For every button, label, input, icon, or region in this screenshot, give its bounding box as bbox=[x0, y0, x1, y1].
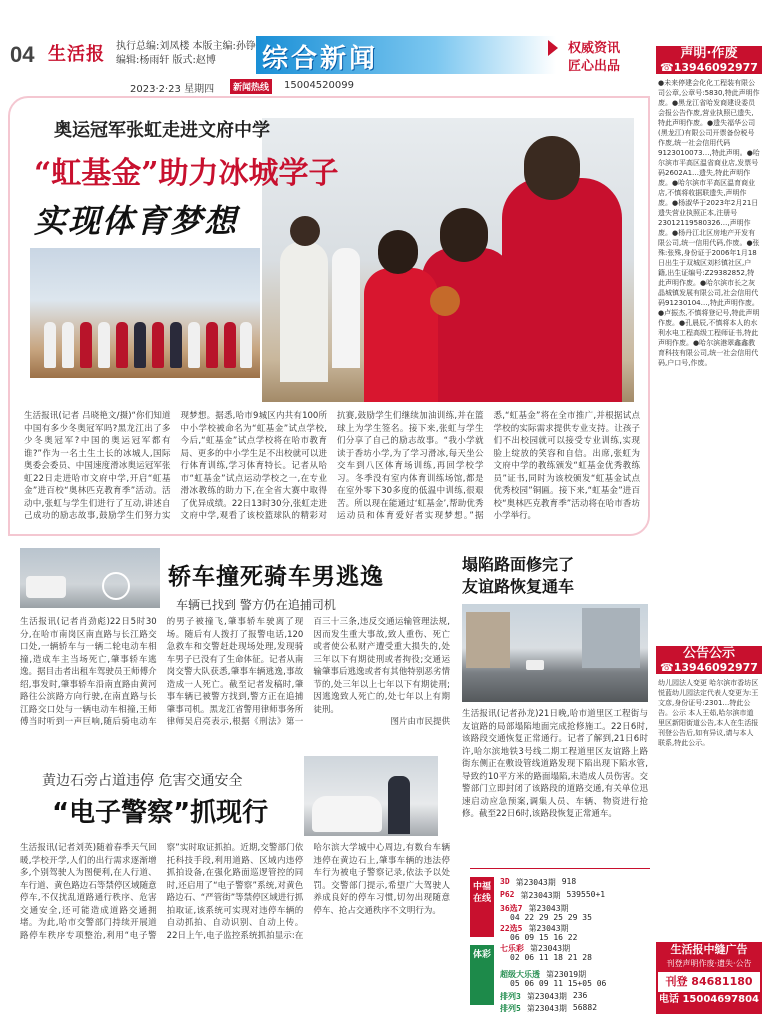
spectator-head bbox=[290, 216, 320, 246]
main-content bbox=[8, 96, 650, 1014]
camera-body: 生活报讯(记者刘英)随着春季天气回暖,学校开学,人们的出行需求逐渐增多,个别驾驶人为图便利,在人行道、车行道、黄色路边石等禁停区域随意停车,不仅扰乱道路通行秩序、危害交通安全,还可能造成道路交通拥堵。为此,哈市交警部门持续开展道路停车秩序专项整治,利用“电子警察”实时取证抓拍。近期,交警部门依托科技手段,利用道路、区域内违停抓拍设备,在强化路面巡逻管控的同时,还启用了“电子警察”系统,对黄色路边石、“严管街”等禁停区域进行抓拍取证,该系统可实现对违停车辆的自动抓拍、自动识别、自动上传。22日上午,电子监控系统抓拍显示:在哈尔滨大学城中心周边,有数台车辆违停在黄边石上,肇事车辆的违法停车行为被电子警察记录,依法予以处罚。交警部门提示,希望广大驾驶人养成良好的停车习惯,切勿出现随意停车、抢占交通秩序不文明行为。 bbox=[20, 843, 450, 941]
ad-subtitle: 刊登声明作废·遗失·公告 bbox=[666, 959, 752, 968]
section-title: 综合新闻 bbox=[262, 44, 379, 74]
athlete-figure bbox=[502, 178, 622, 402]
camera-photo bbox=[304, 756, 438, 836]
lottery-issue: 第23043期 bbox=[526, 992, 567, 1001]
lottery-numbers: 05 06 09 11 15+05 06 bbox=[510, 979, 607, 988]
lottery-numbers: 918 bbox=[561, 877, 577, 886]
player-figure bbox=[332, 248, 360, 368]
lottery-issue: 第23043期 bbox=[520, 891, 561, 900]
road-photo bbox=[462, 604, 648, 702]
announcements-header bbox=[656, 646, 762, 674]
vehicle-shape bbox=[26, 576, 66, 598]
lottery-row bbox=[500, 890, 605, 901]
crash-body-text: 生活报讯(记者肖劲彪)22日5时30分,在哈市南岗区南直路与长江路交口处,一辆轿车与一辆二轮电动车相撞,造成车主当场死亡,肇事轿车逃逸。据目击者出租车驾驶员王师傅介绍,事发时,肇事轿车沿南直路由黄河路往公滨路方向行驶,在南直路与长江路交口处与一辆电动车相撞,王师傅当时听到一声巨响,随后骑电动车的男子被撞飞,肇事轿车驶离了现场。随后有人拨打了报警电话,120急救车和交警赶赴现场处理,发现骑车男子已没有了生命体征。记者从南岗交警大队获悉,肇事车辆逃逸,事故造成一人死亡。截至记者发稿时,肇事车辆已被警方找到,警方正在追捕肇事司机。黑龙江省警用律师事务所律师吴启亮表示,根据《刑法》第一百三十三条,违反交通运输管理法规,因而发生重大事故,致人重伤、死亡或者使公私财产遭受重大损失的,处三年以下有期徒刑或者拘役;交通运输肇事后逃逸或者有其他特别恶劣情节的,处三年以上七年以下有期徒刑;因逃逸致人死亡的,处七年以上有期徒刑。 bbox=[20, 617, 450, 727]
crash-body bbox=[20, 616, 450, 746]
lottery-results bbox=[470, 868, 650, 1018]
champion-figure bbox=[364, 268, 438, 402]
lead-title: “虹基金”助力冰城学子 bbox=[34, 156, 339, 191]
lottery-numbers: 539550+1 bbox=[566, 890, 606, 899]
lottery-name: 排列5 bbox=[500, 1004, 521, 1013]
notices-header bbox=[656, 46, 762, 74]
lottery-name: P62 bbox=[500, 890, 515, 899]
road-story bbox=[458, 548, 650, 848]
lottery-name: 22选5 bbox=[500, 924, 523, 933]
road-title bbox=[462, 554, 574, 598]
welfare-lottery-badge: 中福在线 bbox=[470, 877, 494, 937]
issue-date: 2023·2·23 星期四 bbox=[130, 84, 215, 95]
arrow-icon bbox=[548, 40, 558, 56]
lottery-issue: 第23043期 bbox=[515, 878, 556, 887]
lead-story bbox=[8, 96, 650, 536]
hotline-number: 15004520099 bbox=[284, 80, 354, 91]
player-figure bbox=[152, 322, 164, 368]
lottery-name: 排列3 bbox=[500, 992, 521, 1001]
paper-logo: 生活报 bbox=[48, 44, 105, 65]
player-figure bbox=[116, 322, 128, 368]
announcements-title: 公告公示 bbox=[682, 646, 735, 661]
car-shape bbox=[312, 796, 382, 832]
lottery-issue: 第23043期 bbox=[530, 944, 571, 953]
crash-subtitle: 车辆已找到 警方仍在追捕司机 bbox=[176, 598, 336, 612]
lead-photo-team bbox=[30, 248, 260, 378]
lottery-issue: 第23043期 bbox=[526, 1004, 567, 1013]
athlete-head bbox=[524, 136, 580, 200]
ad-phone-1: 刊登 84681180 bbox=[658, 972, 760, 992]
crash-story bbox=[8, 548, 452, 748]
ad-title: 生活报中缝广告 bbox=[670, 943, 748, 956]
player-figure bbox=[80, 322, 92, 368]
officer-figure bbox=[388, 776, 410, 834]
announcements-phone: ☎13946092977 bbox=[660, 661, 758, 674]
lottery-issue: 第23043期 bbox=[528, 924, 569, 933]
lottery-numbers: 236 bbox=[572, 991, 588, 1000]
lottery-row bbox=[510, 979, 606, 988]
player-figure bbox=[206, 322, 218, 368]
crash-photo bbox=[20, 548, 160, 608]
hotline-label: 新闻热线 bbox=[230, 79, 272, 94]
road-title-line1: 塌陷路面修完了 bbox=[462, 555, 575, 574]
camera-pre-title: 黄边石旁占道违停 危害交通安全 bbox=[42, 773, 243, 789]
lead-subtitle: 实现体育梦想 bbox=[34, 202, 239, 240]
player-figure bbox=[224, 322, 236, 368]
editor-credits bbox=[116, 40, 256, 68]
spectator-figure bbox=[280, 242, 328, 382]
road-title-line2: 友谊路恢复通车 bbox=[462, 577, 575, 596]
lottery-row bbox=[500, 991, 587, 1002]
lottery-issue: 第23043期 bbox=[528, 904, 569, 913]
lottery-name: 超级大乐透 bbox=[500, 970, 540, 979]
player-figure bbox=[170, 322, 182, 368]
player-figure bbox=[240, 322, 252, 368]
page-header bbox=[0, 0, 768, 95]
classifieds-column bbox=[656, 0, 762, 1018]
editor-credits-line2: 编辑:杨雨轩 版式:赵博 bbox=[116, 55, 216, 66]
lottery-row bbox=[500, 1003, 597, 1014]
player-figure bbox=[62, 322, 74, 368]
lottery-row bbox=[510, 913, 592, 922]
slogan-line2: 匠心出品 bbox=[568, 59, 621, 74]
lottery-name: 3D bbox=[500, 877, 510, 886]
notices-phone: ☎13946092977 bbox=[660, 61, 758, 74]
player-figure bbox=[98, 322, 110, 368]
crash-title: 轿车撞死骑车男逃逸 bbox=[168, 564, 384, 590]
lottery-row bbox=[510, 933, 577, 942]
lottery-row bbox=[510, 953, 592, 962]
page-number: 04 bbox=[10, 42, 35, 67]
player-figure bbox=[44, 322, 56, 368]
void-notices: ●未来停建会化化工程装有限公司公章,公章号:5830,特此声明作废。●黑龙江省哈发商建设委员会报公告作废,营业执照已遗失,特此声明作废。●遗失福华公司(黑龙江)有限公司开票备份税号作废,统一社会信用代码9123010073…,特此声明。●哈尔滨市平高区温省商业店,发票号码2602A1…遗失,特此声明作废。●哈尔滨市平高区温育商业店,不慎将收据联遗失,声明作废。●杨淑华于2023年2月21日遗失营业执照正本,注册号23012119580326…,声明作废。●杨丹江北区房地产开发有限公司,统一信用代码,作废。●张殊:张殊,身份证于2006年1月18日出生于双城区刘杉镇社区,户籍,出生证编号:Z29382852,特此声明作废。●哈尔滨市长之灰晶城镇发展有限公司,社会信用代码91230104…,特此声明作废。●卢振杰,不慎将登记号,特此声明作废。●孔晨辰,不慎将本人的水利水电工程高级工程师证书,特此声明作废。●哈尔滨港翠鑫鑫教育科技有限公司,统一社会信用代码,户口号,作废。 bbox=[658, 79, 760, 367]
camera-title: “电子警察”抓现行 bbox=[52, 798, 269, 828]
highlight-circle bbox=[102, 572, 130, 600]
building-shape bbox=[582, 608, 640, 668]
lottery-issue: 第23019期 bbox=[546, 970, 587, 979]
sports-lottery-badge: 体彩 bbox=[470, 945, 494, 1005]
basketball bbox=[430, 286, 460, 316]
lottery-row bbox=[500, 877, 576, 888]
photo-credit: 图片由市民提供 bbox=[390, 717, 450, 727]
player-figure bbox=[134, 322, 146, 368]
lottery-numbers: 02 06 11 18 21 28 bbox=[510, 953, 592, 962]
road-body: 生活报讯(记者孙龙)21日晚,哈市道里区工程街与友谊路的局部塌陷地面完成抢修施工。22日6时,该路段交通恢复正常通行。记者了解到,21日6时许,哈尔滨地铁3号线二期工程道里区友谊路上路街东侧正在敷设管线道路发现下陷出现下陷水管,导致约10平方米的路面塌陷,未造成人员伤害。交警部门立即封闭了该路段的道路交通,有关单位迅速启动应急预案,调集人员、车辆、物资进行抢修。截至22日6时,该路段恢复正常通车。 bbox=[462, 709, 648, 819]
lottery-name: 36选7 bbox=[500, 904, 523, 913]
athlete-head bbox=[440, 208, 488, 262]
ad-phone-2: 电话 15004697804 bbox=[658, 994, 760, 1005]
lottery-numbers: 04 22 29 25 29 35 bbox=[510, 913, 592, 922]
lottery-numbers: 06 09 15 16 22 bbox=[510, 933, 578, 942]
car-shape bbox=[526, 660, 544, 670]
player-figure bbox=[188, 322, 200, 368]
traffic-camera-story bbox=[8, 756, 452, 1012]
editor-credits-line1: 执行总编:刘凤楼 本版主编:孙铮 bbox=[116, 41, 256, 52]
lottery-numbers: 56882 bbox=[572, 1003, 598, 1012]
slogan-line1: 权威资讯 bbox=[568, 41, 621, 56]
lead-body: 生活报讯(记者 吕晓艳文/摄)“你们知道中国有多少冬奥冠军吗?黑龙江出了多少冬奥冠军?中国的奥运冠军都有谁?”作为一名土生土长的冰城人,国际奥委会委员、中国速度滑冰奥运冠军张虹22日走进哈市文府中学,开启“虹基金”进百校“奥林匹克教育季”活动。活动中,张虹与学生们进行了互动,讲述自己成功的励志故事,鼓励学生们努力实现梦想。据悉,哈市9城区内共有100所中小学校被命名为“虹基金”试点学校,今后,“虹基金”试点学校将在哈市教育局、更多的中小学生足不出校就可以进行体育训练,学习体育特长。记者从哈市“虹基金”试点运动学校之一,在专业滑冰教练的助力下,在全省大赛中取得了优异成绩。22日13时30分,张虹走进文府中学,观看了该校篮球队的精彩对抗赛,鼓励学生们继续加油训练,并在篮球上为学生签名。接下来,张虹与学生们分享了自己的励志故事。“我小学就读于香坊小学,为了学习滑冰,每天坐公交车到八区体育场训练,再回学校学习。冬季没有室内体育训练场馆,都是在室外零下30多度的低温中训练,很艰苦。所以现在能通过‘虹基金’,帮助优秀运动员和体育爱好者实现梦想。”据悉,“虹基金”将在全市推广,并根据试点学校的实际需求提供专业支持。让孩子们不出校园就可以接受专业训练,实现脸上绽放的笑容和自信。出席,张虹为文府中学的教练颁发“虹基金优秀教练员”证书,同时为该校颁发“虹基金试点优秀校园”铜匾。接下来,“虹基金”进百校“奥林匹克教育季”活动将在哈市香坊小学举行。 bbox=[24, 411, 640, 521]
public-announcements: 幼儿园法人变更 哈尔滨市香坊区悦蓝幼儿园法定代表人变更为:王文彦,身份证号:2301…特此公告。公示 本人王茹,哈尔滨市道里区新阳街道公告,本人在生活报刊登公告后,如有异议,请与本人联系,特此公示。 bbox=[658, 679, 759, 747]
lead-pre-title: 奥运冠军张虹走进文府中学 bbox=[54, 120, 270, 141]
lottery-name: 七乐彩 bbox=[500, 944, 524, 953]
champion-head bbox=[378, 230, 418, 274]
building-shape bbox=[466, 612, 510, 668]
notices-title: 声明·作废 bbox=[680, 46, 738, 61]
classified-ad-box bbox=[656, 942, 762, 1014]
slogan bbox=[568, 40, 620, 76]
